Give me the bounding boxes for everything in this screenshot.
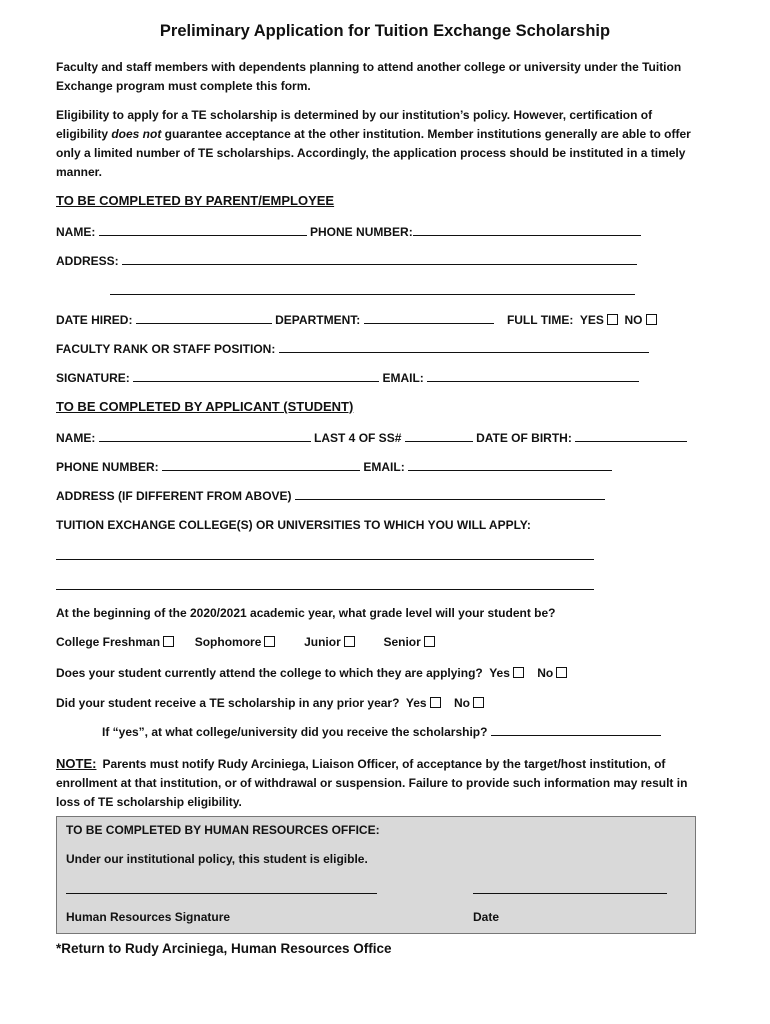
hr-eligible-text: Under our institutional policy, this student is eligible. — [66, 852, 368, 866]
date-hired-field[interactable] — [136, 313, 272, 324]
hr-date-label: Date — [473, 910, 500, 924]
page-title: Preliminary Application for Tuition Exchange Scholarship — [159, 22, 611, 40]
return-note: *Return to Rudy Arciniega, Human Resources Office — [56, 941, 392, 956]
prior-row — [56, 696, 484, 710]
rank-label: FACULTY RANK OR STAFF POSITION: — [56, 342, 276, 356]
intro-paragraph-1: Faculty and staff members with dependents planning to attend another college or university under the Tuition Exchange program must complete this form. — [56, 60, 682, 93]
note-paragraph — [56, 754, 706, 812]
parent-name-label: NAME: — [56, 225, 96, 239]
student-phone-row — [56, 460, 612, 474]
grade-sophomore-checkbox[interactable] — [264, 636, 275, 647]
hr-signature-label: Human Resources Signature — [66, 910, 231, 924]
note-label: NOTE: — [56, 756, 97, 771]
dob-field[interactable] — [575, 431, 687, 442]
student-name-label: NAME: — [56, 431, 96, 445]
student-name-field[interactable] — [99, 431, 311, 442]
rank-row — [56, 342, 649, 356]
student-phone-label: PHONE NUMBER: — [56, 460, 159, 474]
student-name-row — [56, 431, 687, 445]
if-yes-question: If “yes”, at what college/university did you receive the scholarship? — [102, 725, 488, 739]
rank-field[interactable] — [279, 342, 649, 353]
intro-text-b: guarantee acceptance at the other institution. Member institutions generally are able to offer only a limited number of TE scholarships. Accordingly, the application process should be instituted in a timely manner. — [56, 127, 691, 179]
intro-emphasis: does not — [111, 127, 162, 141]
student-address-field[interactable] — [295, 489, 605, 500]
dob-label: DATE OF BIRTH: — [476, 431, 572, 445]
parent-phone-label: PHONE NUMBER: — [310, 225, 413, 239]
parent-employment-row — [56, 313, 657, 327]
parent-signature-field[interactable] — [133, 371, 379, 382]
intro-text-a: Eligibility to apply for a TE scholarship is determined by our institution’s policy. However, certification of eligibility — [56, 108, 653, 141]
attend-yes-checkbox[interactable] — [513, 667, 524, 678]
full-time-no-label: NO — [624, 313, 643, 327]
if-yes-field[interactable] — [491, 725, 661, 736]
hr-office-box — [56, 816, 696, 934]
prior-yes-label: Yes — [405, 696, 427, 710]
full-time-yes-label: YES — [579, 313, 604, 327]
student-phone-field[interactable] — [162, 460, 360, 471]
parent-email-field[interactable] — [427, 371, 639, 382]
parent-phone-field[interactable] — [413, 225, 641, 236]
parent-signature-label: SIGNATURE: — [56, 371, 130, 385]
prior-no-label: No — [453, 696, 470, 710]
grade-junior-label: Junior — [304, 635, 341, 649]
ss-label: LAST 4 OF SS# — [314, 431, 402, 445]
attend-question: Does your student currently attend the college to which they are applying? — [56, 666, 483, 680]
prior-no-checkbox[interactable] — [473, 697, 484, 708]
parent-signature-row — [56, 371, 639, 385]
student-address-label: ADDRESS (IF DIFFERENT FROM ABOVE) — [56, 489, 292, 503]
date-hired-label: DATE HIRED: — [56, 313, 133, 327]
grade-senior-label: Senior — [383, 635, 421, 649]
attend-row — [56, 666, 567, 680]
grade-senior-checkbox[interactable] — [424, 636, 435, 647]
parent-address-row — [56, 254, 637, 268]
grade-options-row — [56, 635, 435, 649]
student-address-row — [56, 489, 605, 503]
attend-no-checkbox[interactable] — [556, 667, 567, 678]
prior-question: Did your student receive a TE scholarship in any prior year? — [56, 696, 400, 710]
student-email-label: EMAIL: — [363, 460, 405, 474]
full-time-no-checkbox[interactable] — [646, 314, 657, 325]
intro-paragraph-2 — [56, 106, 706, 182]
parent-address-field-1[interactable] — [122, 254, 637, 265]
grade-question: At the beginning of the 2020/2021 academic year, what grade level will your student be? — [56, 606, 556, 620]
note-text: Parents must notify Rudy Arciniega, Liaison Officer, of acceptance by the target/host institution, of enrollment at that institution, or of withdrawal or suspension. Failure to provide such information may result in loss of TE scholarship eligibility. — [56, 757, 688, 809]
full-time-yes-checkbox[interactable] — [607, 314, 618, 325]
colleges-label: TUITION EXCHANGE COLLEGE(S) OR UNIVERSITIES TO WHICH YOU WILL APPLY: — [56, 518, 531, 532]
department-field[interactable] — [364, 313, 494, 324]
parent-name-field[interactable] — [99, 225, 307, 236]
ss-field[interactable] — [405, 431, 473, 442]
student-section-heading: TO BE COMPLETED BY APPLICANT (STUDENT) — [56, 399, 354, 414]
colleges-field-1[interactable] — [56, 559, 594, 560]
parent-address-label: ADDRESS: — [56, 254, 119, 268]
hr-signature-field[interactable] — [66, 893, 377, 894]
hr-date-field[interactable] — [473, 893, 667, 894]
full-time-label: FULL TIME: — [506, 313, 574, 327]
grade-freshman-checkbox[interactable] — [163, 636, 174, 647]
student-email-field[interactable] — [408, 460, 612, 471]
grade-freshman-label: College Freshman — [56, 635, 161, 649]
colleges-field-2[interactable] — [56, 589, 594, 590]
grade-junior-checkbox[interactable] — [344, 636, 355, 647]
hr-heading: TO BE COMPLETED BY HUMAN RESOURCES OFFICE: — [66, 823, 380, 837]
attend-no-label: No — [537, 666, 554, 680]
parent-name-row — [56, 225, 641, 239]
parent-email-label: EMAIL: — [382, 371, 424, 385]
parent-address-field-2[interactable] — [110, 294, 635, 295]
grade-sophomore-label: Sophomore — [194, 635, 262, 649]
prior-yes-checkbox[interactable] — [430, 697, 441, 708]
attend-yes-label: Yes — [489, 666, 510, 680]
if-yes-row — [102, 725, 661, 739]
parent-section-heading: TO BE COMPLETED BY PARENT/EMPLOYEE — [56, 193, 335, 208]
department-label: DEPARTMENT: — [275, 313, 361, 327]
